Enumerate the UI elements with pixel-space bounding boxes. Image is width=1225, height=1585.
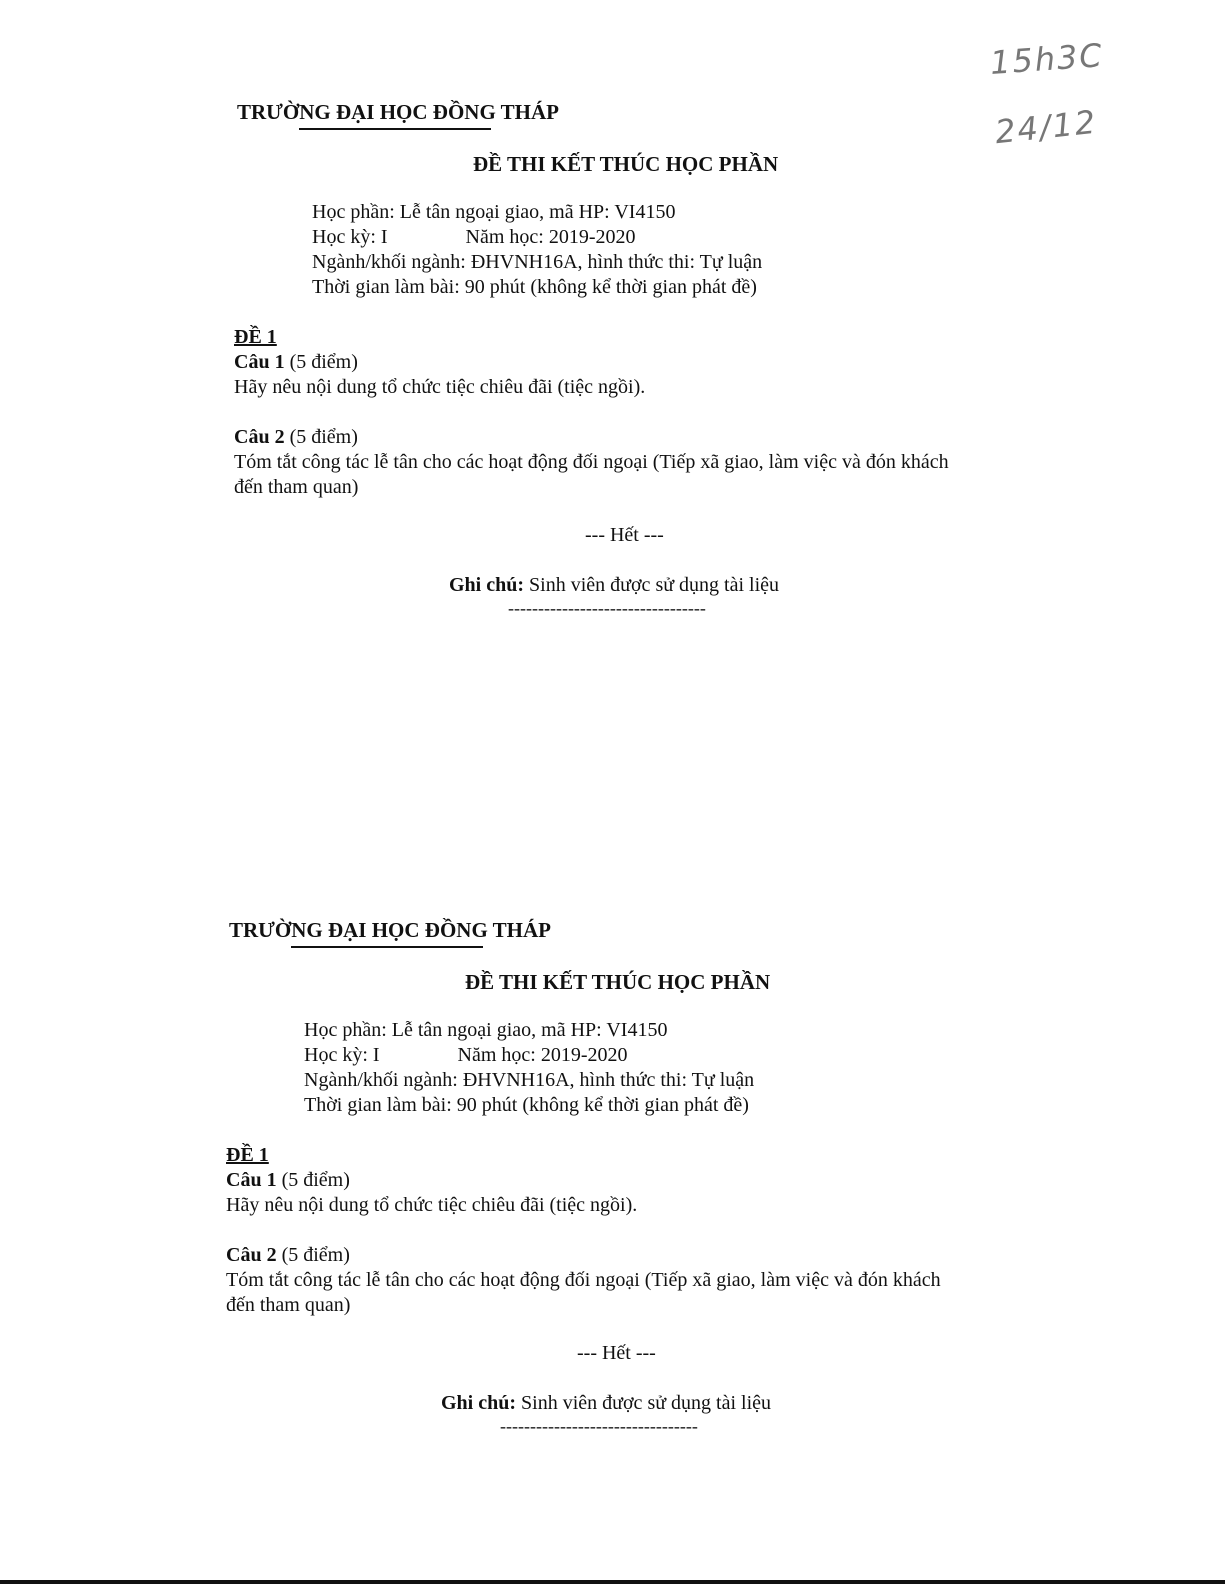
question-2-header: Câu 2 (5 điểm): [226, 1244, 350, 1266]
duration-line: Thời gian làm bài: 90 phút (không kể thời gian phát đề): [312, 276, 757, 298]
exam-note: Ghi chú: Sinh viên được sử dụng tài liệu: [441, 1392, 772, 1414]
handwritten-note-date: 24/12: [993, 102, 1099, 152]
question-2-header: Câu 2 (5 điểm): [234, 426, 358, 448]
exam-questions: [226, 1143, 1006, 1318]
end-marker: --- Hết ---: [577, 1342, 656, 1364]
exam-info: [304, 1018, 754, 1118]
question-1-header: Câu 1 (5 điểm): [234, 351, 358, 373]
question-2-text-line1: Tóm tắt công tác lễ tân cho các hoạt động đối ngoại (Tiếp xã giao, làm việc và đón khách: [226, 1269, 941, 1291]
exam-questions: [234, 325, 1014, 500]
question-2-text-line2: đến tham quan): [234, 476, 359, 498]
exam-note: Ghi chú: Sinh viên được sử dụng tài liệu: [449, 574, 780, 596]
semester: Học kỳ: I: [312, 226, 388, 248]
exam-copy-2: [226, 918, 1049, 1436]
school-year: Năm học: 2019-2020: [457, 1044, 628, 1066]
school-underline: [291, 946, 483, 948]
end-marker: --- Hết ---: [585, 524, 664, 546]
semester-line: [312, 225, 762, 250]
course-line: Học phần: Lễ tân ngoại giao, mã HP: VI4150: [312, 201, 676, 223]
question-1-header: Câu 1 (5 điểm): [226, 1169, 350, 1191]
page-bottom-border: [0, 1580, 1225, 1584]
exam-title: ĐỀ THI KẾT THÚC HỌC PHẦN: [465, 970, 771, 994]
question-2-text-line2: đến tham quan): [226, 1294, 351, 1316]
semester: Học kỳ: I: [304, 1044, 380, 1066]
exam-info: [312, 200, 762, 300]
question-2-text-line1: Tóm tắt công tác lễ tân cho các hoạt động đối ngoại (Tiếp xã giao, làm việc và đón khách: [234, 451, 949, 473]
school-underline: [299, 128, 491, 130]
school-name: TRƯỜNG ĐẠI HỌC ĐỒNG THÁP: [229, 918, 551, 943]
question-1-text: Hãy nêu nội dung tổ chức tiệc chiêu đãi (tiệc ngồi).: [234, 376, 646, 398]
major-line: Ngành/khối ngành: ĐHVNH16A, hình thức thi: Tự luận: [312, 251, 763, 273]
exam-version-label: ĐỀ 1: [226, 1144, 269, 1166]
exam-version-label: ĐỀ 1: [234, 326, 277, 348]
semester-line: [304, 1043, 754, 1068]
school-year: Năm học: 2019-2020: [465, 226, 636, 248]
dash-separator: ---------------------------------: [500, 1416, 698, 1436]
major-line: Ngành/khối ngành: ĐHVNH16A, hình thức thi: Tự luận: [304, 1069, 755, 1091]
handwritten-note-time: 15h3C: [988, 36, 1105, 82]
duration-line: Thời gian làm bài: 90 phút (không kể thời gian phát đề): [304, 1094, 749, 1116]
school-name: TRƯỜNG ĐẠI HỌC ĐỒNG THÁP: [237, 100, 559, 125]
course-line: Học phần: Lễ tân ngoại giao, mã HP: VI4150: [304, 1019, 668, 1041]
question-1-text: Hãy nêu nội dung tổ chức tiệc chiêu đãi (tiệc ngồi).: [226, 1194, 638, 1216]
exam-title: ĐỀ THI KẾT THÚC HỌC PHẦN: [473, 152, 779, 176]
dash-separator: ---------------------------------: [508, 598, 706, 618]
